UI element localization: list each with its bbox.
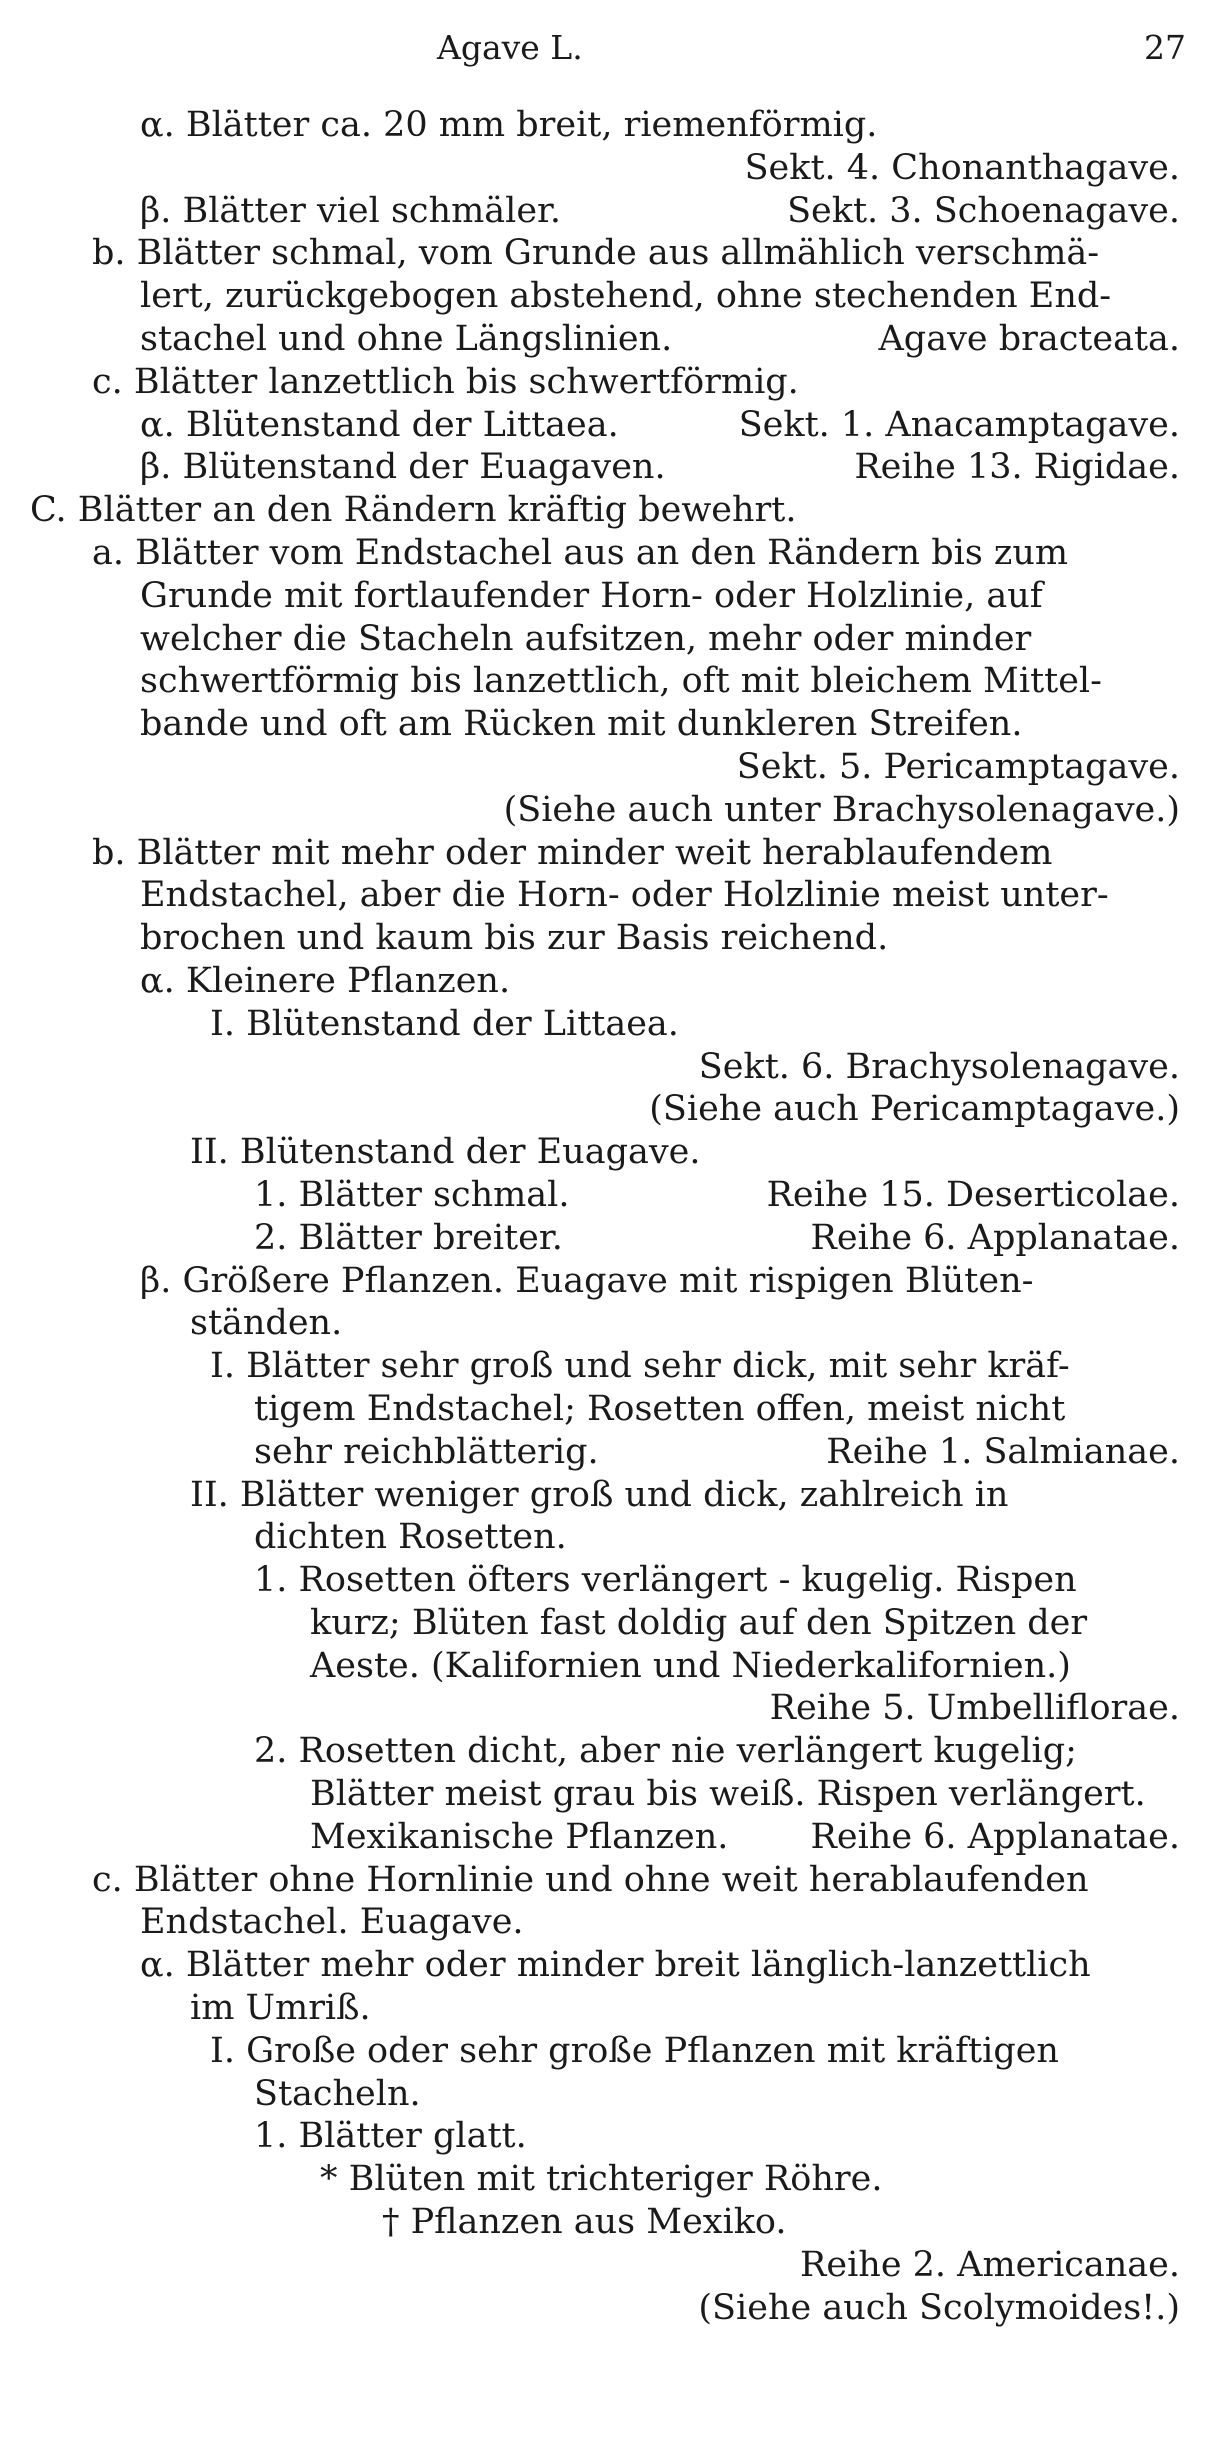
text-line bbox=[0, 318, 1212, 361]
line-text: a. Blätter vom Endstachel aus an den Rändern bis zum bbox=[92, 532, 1069, 573]
text-line bbox=[0, 575, 1212, 618]
text-line bbox=[0, 1388, 1212, 1431]
text-line bbox=[0, 789, 1212, 832]
line-text: welcher die Stacheln aufsitzen, mehr oder minder bbox=[140, 618, 1032, 659]
text-line bbox=[0, 532, 1212, 575]
text-line bbox=[0, 446, 1212, 489]
line-text: stachel und ohne Längslinien. bbox=[140, 318, 673, 359]
text-line bbox=[0, 147, 1212, 190]
text-line bbox=[0, 1088, 1212, 1131]
text-line bbox=[0, 1516, 1212, 1559]
text-line bbox=[0, 190, 1212, 233]
line-text: α. Blätter ca. 20 mm breit, riemenförmig. bbox=[140, 105, 878, 145]
line-text: 2. Blätter breiter. bbox=[254, 1217, 563, 1258]
line-text: α. Blütenstand der Littaea. bbox=[140, 404, 619, 445]
text-line bbox=[0, 1602, 1212, 1645]
text-line bbox=[0, 1260, 1212, 1303]
taxon-reference: Reihe 6. Applanatae. bbox=[810, 1217, 1180, 1258]
line-text: I. Große oder sehr große Pflanzen mit kräftigen bbox=[210, 2030, 1059, 2071]
line-text: (Siehe auch Scolymoides!.) bbox=[698, 2287, 1180, 2328]
text-line bbox=[0, 232, 1212, 275]
text-line bbox=[0, 1174, 1212, 1217]
line-text: β. Größere Pflanzen. Euagave mit rispigen Blüten- bbox=[140, 1260, 1034, 1301]
line-text: * Blüten mit trichteriger Röhre. bbox=[320, 2159, 883, 2200]
line-text: 2. Rosetten dicht, aber nie verlängert kugelig; bbox=[254, 1731, 1077, 1772]
taxon-reference: Reihe 6. Applanatae. bbox=[810, 1816, 1180, 1857]
text-line bbox=[0, 1859, 1212, 1902]
line-text: Endstachel, aber die Horn- oder Holzlinie meist unter- bbox=[140, 875, 1109, 916]
line-text: Sekt. 6. Brachysolenagave. bbox=[698, 1046, 1180, 1087]
text-line bbox=[0, 404, 1212, 447]
line-text: tigem Endstachel; Rosetten offen, meist nicht bbox=[254, 1388, 1066, 1429]
text-line bbox=[0, 746, 1212, 789]
text-line bbox=[0, 361, 1212, 404]
text-line bbox=[0, 2244, 1212, 2287]
text-line bbox=[0, 275, 1212, 318]
line-text: β. Blätter viel schmäler. bbox=[140, 190, 562, 231]
line-text: brochen und kaum bis zur Basis reichend. bbox=[140, 918, 889, 959]
line-text: α. Blätter mehr oder minder breit länglich-lanzettlich bbox=[140, 1945, 1091, 1986]
line-text: C. Blätter an den Rändern kräftig bewehrt. bbox=[30, 490, 797, 531]
text-line bbox=[0, 660, 1212, 703]
text-line bbox=[0, 2073, 1212, 2116]
text-line bbox=[0, 1003, 1212, 1046]
running-header bbox=[0, 22, 1212, 72]
line-text: Sekt. 4. Chonanthagave. bbox=[744, 147, 1180, 188]
line-text: (Siehe auch unter Brachysolenagave.) bbox=[503, 789, 1180, 830]
line-text: lert, zurückgebogen abstehend, ohne stechenden End- bbox=[140, 276, 1112, 317]
line-text: bande und oft am Rücken mit dunkleren Streifen. bbox=[140, 704, 1023, 745]
line-text: 1. Blätter schmal. bbox=[254, 1174, 570, 1215]
line-text: dichten Rosetten. bbox=[254, 1517, 567, 1558]
text-line bbox=[0, 832, 1212, 875]
taxon-reference: Sekt. 1. Anacamptagave. bbox=[738, 404, 1180, 445]
line-text: † Pflanzen aus Mexiko. bbox=[382, 2202, 787, 2243]
text-line bbox=[0, 1816, 1212, 1859]
text-line bbox=[0, 874, 1212, 917]
text-line bbox=[0, 1901, 1212, 1944]
text-line bbox=[0, 1687, 1212, 1730]
text-line bbox=[0, 703, 1212, 746]
line-text: Aeste. (Kalifornien und Niederkalifornien.) bbox=[310, 1645, 1071, 1686]
line-text: β. Blütenstand der Euagaven. bbox=[140, 447, 666, 488]
line-text: Reihe 5. Umbelliflorae. bbox=[769, 1688, 1180, 1729]
text-line bbox=[0, 917, 1212, 960]
text-line bbox=[0, 960, 1212, 1003]
text-line bbox=[0, 2158, 1212, 2201]
text-line bbox=[0, 2287, 1212, 2330]
line-text: im Umriß. bbox=[190, 1988, 371, 2029]
line-text: II. Blätter weniger groß und dick, zahlreich in bbox=[190, 1474, 1009, 1515]
line-text: schwertförmig bis lanzettlich, oft mit bleichem Mittel- bbox=[140, 661, 1102, 702]
line-text: I. Blütenstand der Littaea. bbox=[210, 1003, 679, 1044]
line-text: Mexikanische Pflanzen. bbox=[310, 1816, 729, 1857]
text-line bbox=[0, 1217, 1212, 1260]
line-text: b. Blätter schmal, vom Grunde aus allmählich verschmä- bbox=[92, 233, 1100, 274]
taxon-reference: Reihe 13. Rigidae. bbox=[854, 447, 1180, 488]
text-line bbox=[0, 1944, 1212, 1987]
text-line bbox=[0, 2030, 1212, 2073]
taxon-reference: Reihe 15. Deserticolae. bbox=[766, 1174, 1180, 1215]
line-text: Reihe 2. Americanae. bbox=[800, 2244, 1180, 2285]
text-line bbox=[0, 1559, 1212, 1602]
line-text: Grunde mit fortlaufender Horn- oder Holzlinie, auf bbox=[140, 575, 1043, 616]
text-line bbox=[0, 618, 1212, 661]
key-text bbox=[0, 104, 1212, 2329]
taxon-reference: Sekt. 3. Schoenagave. bbox=[787, 190, 1180, 231]
line-text: I. Blätter sehr groß und sehr dick, mit sehr kräf- bbox=[210, 1346, 1070, 1387]
taxon-reference: Reihe 1. Salmianae. bbox=[826, 1431, 1180, 1472]
running-header-title: Agave L. bbox=[437, 28, 583, 67]
text-line bbox=[0, 1345, 1212, 1388]
text-line bbox=[0, 1730, 1212, 1773]
line-text: Sekt. 5. Pericamptagave. bbox=[736, 746, 1180, 787]
line-text: 1. Blätter glatt. bbox=[254, 2116, 527, 2157]
line-text: Endstachel. Euagave. bbox=[140, 1902, 524, 1943]
text-line bbox=[0, 1431, 1212, 1474]
text-line bbox=[0, 1645, 1212, 1688]
line-text: c. Blätter lanzettlich bis schwertförmig. bbox=[92, 361, 799, 402]
line-text: II. Blütenstand der Euagave. bbox=[190, 1132, 701, 1173]
line-text: sehr reichblätterig. bbox=[254, 1431, 599, 1472]
text-line bbox=[0, 1773, 1212, 1816]
text-line bbox=[0, 2115, 1212, 2158]
taxon-reference: Agave bracteata. bbox=[878, 318, 1180, 359]
line-text: 1. Rosetten öfters verlängert - kugelig. Rispen bbox=[254, 1560, 1077, 1601]
line-text: b. Blätter mit mehr oder minder weit herablaufendem bbox=[92, 832, 1053, 873]
page-number: 27 bbox=[1144, 28, 1186, 67]
text-line bbox=[0, 489, 1212, 532]
text-line bbox=[0, 1046, 1212, 1089]
text-line bbox=[0, 1987, 1212, 2030]
line-text: (Siehe auch Pericamptagave.) bbox=[649, 1089, 1180, 1130]
line-text: Blätter meist grau bis weiß. Rispen verlängert. bbox=[310, 1774, 1146, 1815]
text-line bbox=[0, 1302, 1212, 1345]
line-text: α. Kleinere Pflanzen. bbox=[140, 960, 511, 1001]
line-text: Stacheln. bbox=[254, 2073, 421, 2114]
text-line bbox=[0, 2201, 1212, 2244]
text-line bbox=[0, 104, 1212, 147]
line-text: kurz; Blüten fast doldig auf den Spitzen der bbox=[310, 1602, 1088, 1643]
line-text: c. Blätter ohne Hornlinie und ohne weit herablaufenden bbox=[92, 1859, 1089, 1900]
text-line bbox=[0, 1474, 1212, 1517]
line-text: ständen. bbox=[190, 1303, 343, 1344]
text-line bbox=[0, 1131, 1212, 1174]
